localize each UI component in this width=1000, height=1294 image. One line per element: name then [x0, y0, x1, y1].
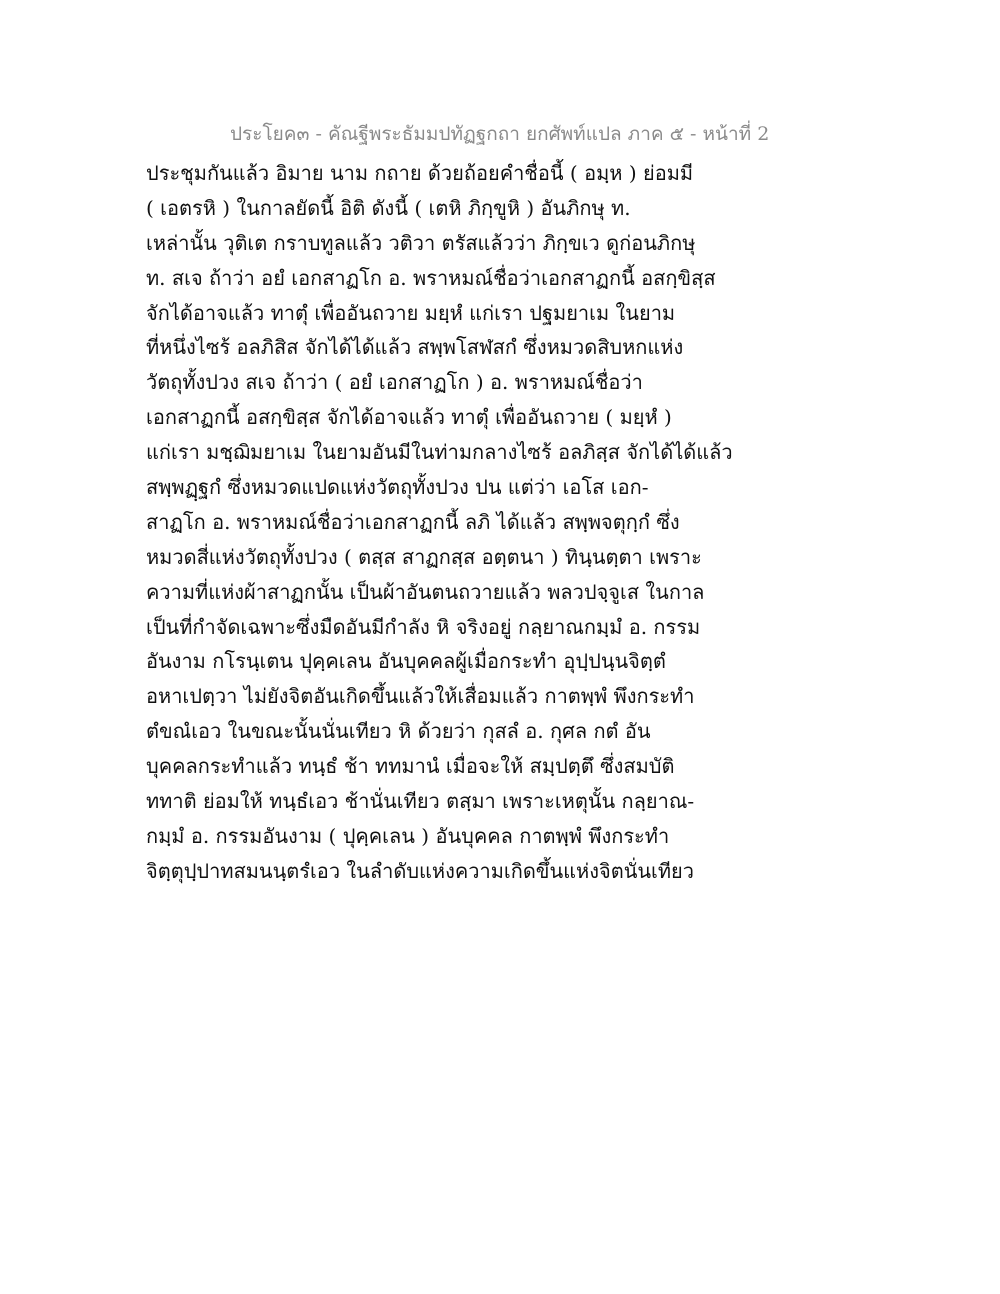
text-line: ททาติ ย่อมให้ ทนฺธํเอว ช้านั่นเทียว ตสฺมา เพราะเหตุนั้น กลฺยาณ- — [146, 789, 695, 814]
running-header: ประโยค๓ - คัณฐีพระธัมมปทัฏฐกถา ยกศัพท์แปล ภาค ๕ - หน้าที่ 2 — [230, 123, 770, 145]
text-line: ที่หนึ่งไซร้ อลภิสิส จักได้ได้แล้ว สพฺพโสฬสกํ ซึ่งหมวดสิบหกแห่ง — [146, 335, 684, 360]
text-line: ตํขณํเอว ในขณะนั้นนั่นเทียว หิ ด้วยว่า กุสลํ อ. กุศล กตํ อัน — [146, 719, 651, 744]
text-line: แก่เรา มชฺฌิมยาเม ในยามอันมีในท่ามกลางไซร้ อลภิสฺส จักได้ได้แล้ว — [146, 440, 733, 465]
text-line: เอกสาฏกนี้ อสกฺขิสฺส จักได้อาจแล้ว ทาตุํ เพื่ออันถวาย ( มยฺหํ ) — [146, 405, 672, 430]
text-line: สพฺพฏฺฐกํ ซึ่งหมวดแปดแห่งวัตถุทั้งปวง ปน แต่ว่า เอโส เอก- — [146, 475, 649, 500]
text-line: จิตฺตุปฺปาทสมนนฺตรํเอว ในลำดับแห่งความเกิดขึ้นแห่งจิตนั่นเทียว — [146, 858, 695, 883]
text-line: ท. สเจ ถ้าว่า อยํ เอกสาฏโก อ. พราหมณ์ชื่อว่าเอกสาฏกนี้ อสกฺขิสฺส — [146, 265, 716, 290]
text-line: จักได้อาจแล้ว ทาตุํ เพื่ออันถวาย มยฺหํ แก่เรา ปฐมยาเม ในยาม — [146, 300, 676, 325]
text-line: กมฺมํ อ. กรรมอันงาม ( ปุคฺคเลน ) อันบุคคล กาตพฺพํ พึงกระทำ — [146, 823, 670, 848]
text-line: บุคคลกระทำแล้ว ทนฺธํ ช้า ททมานํ เมื่อจะให้ สมฺปตฺตึ ซึ่งสมบัติ — [146, 754, 675, 779]
text-line: หมวดสี่แห่งวัตถุทั้งปวง ( ตสฺส สาฏกสฺส อตฺตนา ) ทินฺนตฺตา เพราะ — [146, 544, 702, 569]
text-line: เป็นที่กำจัดเฉพาะซึ่งมืดอันมีกำลัง หิ จริงอยู่ กลฺยาณกมฺมํ อ. กรรม — [146, 614, 701, 639]
text-line: สาฏโก อ. พราหมณ์ชื่อว่าเอกสาฏกนี้ ลภิ ได้แล้ว สพฺพจตุกฺกํ ซึ่ง — [146, 509, 680, 534]
text-line: ความที่แห่งผ้าสาฏกนั้น เป็นผ้าอันตนถวายแล้ว พลวปจฺจูเส ในกาล — [146, 579, 705, 604]
text-line: อันงาม กโรนฺเตน ปุคฺคเลน อันบุคคลผู้เมื่อกระทำ อุปฺปนฺนจิตฺตํ — [146, 649, 666, 674]
text-line: ประชุมกันแล้ว อิมาย นาม กถาย ด้วยถ้อยคำชื่อนี้ ( อมฺห ) ย่อมมี — [146, 161, 694, 185]
text-line: เหล่านั้น วุติเต กราบทูลแล้ว วติวา ตรัสแล้วว่า ภิกฺขเว ดูก่อนภิกษุ — [146, 230, 696, 255]
text-line: วัตถุทั้งปวง สเจ ถ้าว่า ( อยํ เอกสาฏโก ) อ. พราหมณ์ชื่อว่า — [146, 370, 643, 395]
body-text — [146, 156, 746, 889]
text-line: ( เอตรหิ ) ในกาลยัดนี้ อิติ ดังนี้ ( เตหิ ภิกฺขูหิ ) อันภิกษุ ท. — [146, 195, 631, 220]
text-line: อหาเปตฺวา ไม่ยังจิตอันเกิดขึ้นแล้วให้เสื่อมแล้ว กาตพฺพํ พึงกระทำ — [146, 684, 695, 709]
